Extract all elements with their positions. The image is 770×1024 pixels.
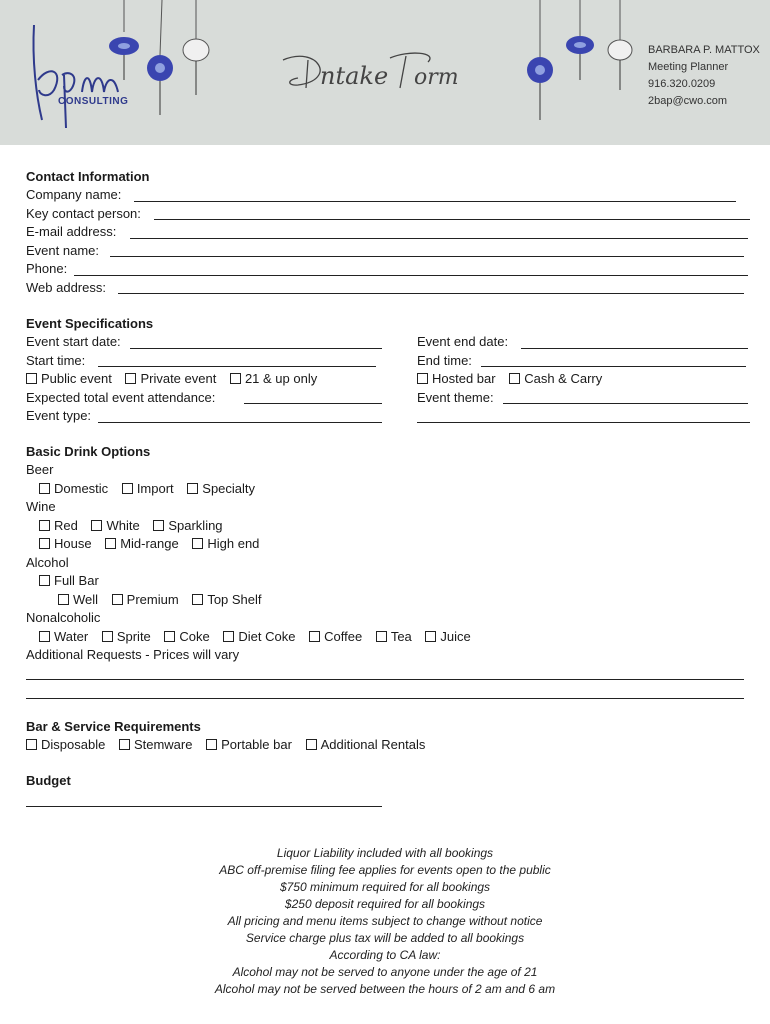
water-checkbox[interactable]: Water [39, 629, 88, 644]
planner-email: 2bap@cwo.com [648, 95, 728, 107]
event-theme-extra-line[interactable] [417, 407, 750, 426]
wine-red-checkbox[interactable]: Red [39, 518, 78, 533]
portable-bar-checkbox[interactable]: Portable bar [206, 737, 292, 752]
wine-color-options [26, 517, 750, 536]
budget-heading: Budget [26, 773, 71, 788]
full-bar-checkbox[interactable]: Full Bar [26, 572, 750, 591]
header-banner [0, 0, 770, 145]
beer-options [26, 480, 750, 499]
additional-requests-line-1[interactable] [26, 665, 750, 684]
wine-midrange-checkbox[interactable]: Mid-range [105, 536, 179, 551]
note-line: Liquor Liability included with all bookings [276, 846, 494, 860]
disposable-checkbox[interactable]: Disposable [26, 737, 105, 752]
company-name-field[interactable]: Company name: [26, 186, 750, 205]
additional-rentals-checkbox[interactable]: Additional Rentals [306, 737, 426, 752]
bar-type-options [417, 370, 750, 389]
cash-carry-checkbox[interactable]: Cash & Carry [509, 371, 602, 386]
logo-subtext: CONSULTING [58, 96, 129, 107]
wine-label: Wine [26, 499, 56, 514]
additional-requests-line-2[interactable] [26, 683, 750, 702]
form-body [26, 168, 750, 809]
start-time-field[interactable]: Start time: [26, 352, 382, 371]
budget-field[interactable] [26, 790, 750, 809]
bar-well-checkbox[interactable]: Well [58, 592, 98, 607]
note-line: All pricing and menu items subject to change without notice [227, 914, 543, 928]
beer-import-checkbox[interactable]: Import [122, 481, 174, 496]
svg-text:ntake: ntake [320, 62, 389, 90]
event-specs-heading: Event Specifications [26, 316, 154, 331]
beer-specialty-checkbox[interactable]: Specialty [187, 481, 255, 496]
coffee-checkbox[interactable]: Coffee [309, 629, 362, 644]
coke-checkbox[interactable]: Coke [164, 629, 209, 644]
event-name-field[interactable]: Event name: [26, 242, 750, 261]
wine-house-checkbox[interactable]: House [39, 536, 92, 551]
note-line: ABC off-premise filing fee applies for events open to the public [219, 863, 551, 877]
wine-highend-checkbox[interactable]: High end [192, 536, 259, 551]
drink-options-heading: Basic Drink Options [26, 444, 151, 459]
email-field[interactable]: E-mail address: [26, 223, 750, 242]
additional-requests-label: Additional Requests - Prices will vary [26, 647, 240, 662]
note-line: Service charge plus tax will be added to all bookings [245, 931, 525, 945]
beer-label: Beer [26, 462, 54, 477]
alcohol-label: Alcohol [26, 554, 69, 570]
note-line: According to CA law: [329, 948, 441, 962]
wine-sparkling-checkbox[interactable]: Sparkling [153, 518, 222, 533]
note-line: $750 minimum required for all bookings [279, 880, 491, 894]
bar-premium-checkbox[interactable]: Premium [112, 592, 179, 607]
beer-domestic-checkbox[interactable]: Domestic [39, 481, 108, 496]
planner-contact-block [648, 42, 760, 110]
end-time-field[interactable]: End time: [417, 352, 750, 371]
start-date-field[interactable]: Event start date: [26, 333, 382, 352]
bar-tier-options [26, 591, 750, 610]
wine-tier-options [26, 535, 750, 554]
bar-service-options [26, 736, 750, 755]
tea-checkbox[interactable]: Tea [376, 629, 412, 644]
bar-service-heading: Bar & Service Requirements [26, 718, 201, 734]
svg-text:orm: orm [414, 65, 459, 90]
contact-heading: Contact Information [26, 169, 150, 184]
planner-name: BARBARA P. MATTOX [648, 44, 760, 56]
lantern-decoration-right [520, 0, 640, 145]
age-21-checkbox[interactable]: 21 & up only [230, 371, 317, 386]
note-line: $250 deposit required for all bookings [284, 897, 486, 911]
attendance-field[interactable]: Expected total event attendance: [26, 389, 382, 408]
end-date-field[interactable]: Event end date: [417, 333, 750, 352]
booking-notes [0, 845, 770, 998]
key-contact-field[interactable]: Key contact person: [26, 205, 750, 224]
hosted-bar-checkbox[interactable]: Hosted bar [417, 371, 496, 386]
intake-form-title [278, 40, 468, 100]
planner-title: Meeting Planner [648, 61, 729, 73]
event-access-options [26, 370, 382, 389]
event-type-field[interactable]: Event type: [26, 407, 382, 426]
lantern-decoration-left [100, 0, 230, 145]
phone-field[interactable]: Phone: [26, 260, 750, 279]
private-event-checkbox[interactable]: Private event [125, 371, 216, 386]
stemware-checkbox[interactable]: Stemware [119, 737, 193, 752]
public-event-checkbox[interactable]: Public event [26, 371, 112, 386]
bar-top-shelf-checkbox[interactable]: Top Shelf [192, 592, 261, 607]
planner-phone: 916.320.0209 [648, 78, 716, 90]
note-line: Alcohol may not be served between the hours of 2 am and 6 am [214, 982, 556, 996]
event-theme-field[interactable]: Event theme: [417, 389, 750, 408]
diet-coke-checkbox[interactable]: Diet Coke [223, 629, 295, 644]
sprite-checkbox[interactable]: Sprite [102, 629, 151, 644]
wine-white-checkbox[interactable]: White [91, 518, 139, 533]
nonalcoholic-label: Nonalcoholic [26, 610, 101, 625]
web-address-field[interactable]: Web address: [26, 279, 750, 298]
juice-checkbox[interactable]: Juice [425, 629, 470, 644]
nonalcoholic-options [26, 628, 750, 647]
note-line: Alcohol may not be served to anyone under the age of 21 [232, 965, 538, 979]
